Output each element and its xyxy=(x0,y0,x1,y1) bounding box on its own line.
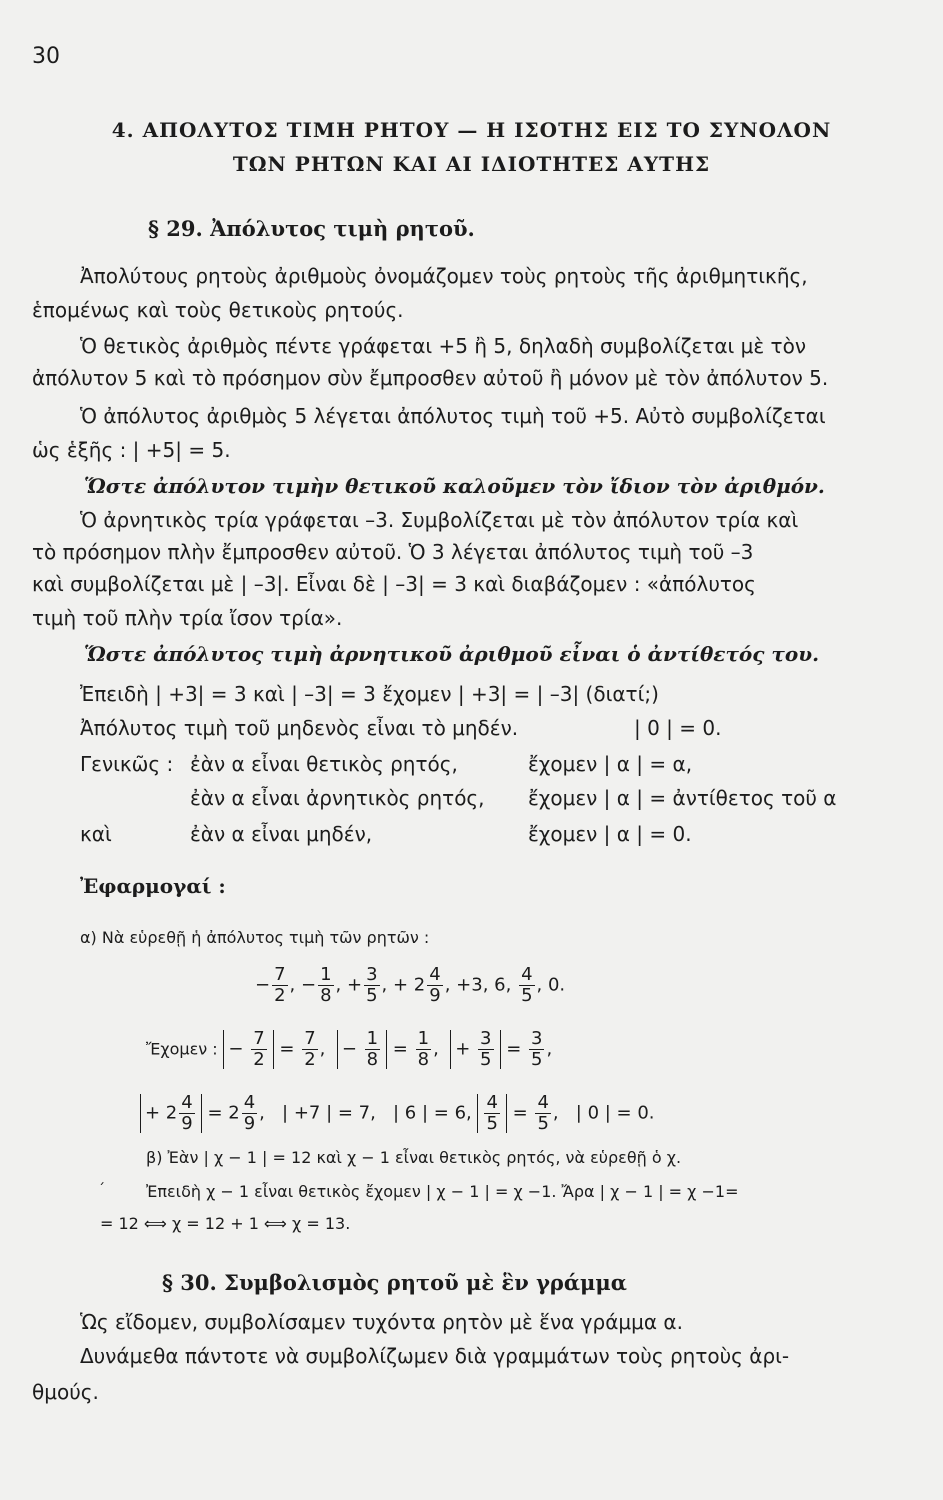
section-30-heading: § 30. Συμβολισμὸς ρητοῦ μὲ ἓν γράμμα xyxy=(162,1270,627,1295)
exercise-a-answer-line-1: Ἔχομεν : − $\frac{7}{2}$ = $\frac{7}{2}$ , − $\frac{1}{8}$ = $\frac{1}{8}$ , + $\frac{3}{5}$ = $\frac{3}{5}$ , xyxy=(146,1028,553,1070)
general-case-3-condition: ἐὰν α εἶναι μηδέν, xyxy=(190,822,373,846)
since-line: Ἐπειδὴ | +3| = 3 καὶ | –3| = 3 ἔχομεν | +3| = | –3| (διατί;) xyxy=(80,682,659,706)
paragraph-1-line-2: ἑπομένως καὶ τοὺς θετικοὺς ρητούς. xyxy=(32,298,404,322)
exercise-b-solution-2: = 12 ⟺ χ = 12 + 1 ⟺ χ = 13. xyxy=(100,1214,351,1233)
general-case-3-result: ἔχομεν | α | = 0. xyxy=(528,822,692,846)
rule-positive: Ὥστε ἀπόλυτον τιμὴν θετικοῦ καλοῦμεν τὸν ἴδιον τὸν ἀριθμόν. xyxy=(84,474,825,498)
frac-3-sign: + xyxy=(347,974,363,996)
frac-1-sign: − xyxy=(255,974,271,996)
frac-4-sign: + 2 xyxy=(393,974,426,996)
page-number: 30 xyxy=(32,44,60,69)
general-case-2-condition: ἐὰν α εἶναι ἀρνητικὸς ρητός, xyxy=(190,786,485,810)
abs-minus-7-2: − $\frac{7}{2}$ xyxy=(223,1030,273,1069)
section-30-paragraph-1: Ὡς εἴδομεν, συμβολίσαμεν τυχόντα ρητὸν μὲ ἕνα γράμμα α. xyxy=(80,1310,683,1334)
abs-plus-2-4-9: + 2 $\frac{4}{9}$ xyxy=(140,1094,202,1133)
paragraph-4-line-4: τιμὴ τοῦ πλὴν τρία ἴσον τρία». xyxy=(32,606,343,630)
paragraph-4-line-3: καὶ συμβολίζεται μὲ | –3|. Εἶναι δὲ | –3| = 3 καὶ διαβάζομεν : «ἀπόλυτος xyxy=(32,572,756,596)
paragraph-4-line-1: Ὁ ἀρνητικὸς τρία γράφεται –3. Συμβολίζεται μὲ τὸν ἀπόλυτον τρία καὶ xyxy=(80,508,799,532)
result-4-5: $\frac{4}{5}$ xyxy=(537,1092,549,1134)
general-case-1-condition: ἐὰν α εἶναι θετικὸς ρητός, xyxy=(190,752,458,776)
abs-4-5: $\frac{4}{5}$ xyxy=(477,1094,506,1133)
exercise-a-list: − $\frac{7}{2}$ , − $\frac{1}{8}$ , + $\frac{3}{5}$ , + 2 $\frac{4}{9}$ , +3, 6, $\frac{4}{5}$ , 0. xyxy=(255,964,566,1006)
fraction-1-8: $\frac{1}{8}$ xyxy=(320,964,332,1006)
general-case-3-label: καὶ xyxy=(80,822,112,846)
exercise-b-statement: β) Ἐὰν | χ − 1 | = 12 καὶ χ − 1 εἶναι θετικὸς ρητός, νὰ εὑρεθῇ ὁ χ. xyxy=(146,1148,682,1167)
section-29-heading: § 29. Ἀπόλυτος τιμὴ ρητοῦ. xyxy=(148,216,475,241)
paragraph-2-line-1: Ὁ θετικὸς ἀριθμὸς πέντε γράφεται +5 ἢ 5, δηλαδὴ συμβολίζεται μὲ τὸν xyxy=(80,334,807,358)
section-30-paragraph-2-line-1: Δυνάμεθα πάντοτε νὰ συμβολίζωμεν διὰ γραμμάτων τοὺς ρητοὺς ἀρι- xyxy=(80,1344,790,1368)
abs-minus-1-8: − $\frac{1}{8}$ xyxy=(337,1030,387,1069)
result-1-8: $\frac{1}{8}$ xyxy=(417,1028,430,1070)
chapter-title-line2: ΤΩΝ ΡΗΤΩΝ ΚΑΙ ΑΙ ΙΔΙΟΤΗΤΕΣ ΑΥΤΗΣ xyxy=(232,152,711,176)
paragraph-3-line-2: ὡς ἑξῆς : | +5| = 5. xyxy=(32,438,231,462)
paragraph-3-line-1: Ὁ ἀπόλυτος ἀριθμὸς 5 λέγεται ἀπόλυτος τιμὴ τοῦ +5. Αὐτὸ συμβολίζεται xyxy=(80,404,826,428)
fraction-7-2: $\frac{7}{2}$ xyxy=(274,964,286,1006)
applications-heading: Ἐφαρμογαί : xyxy=(80,874,226,898)
list-last: , 0. xyxy=(536,974,566,996)
fraction-4-5: $\frac{4}{5}$ xyxy=(521,964,533,1006)
zero-value: | 0 | = 0. xyxy=(634,716,722,740)
frac-2-sign: − xyxy=(301,974,317,996)
result-3-5: $\frac{3}{5}$ xyxy=(531,1028,543,1070)
result-2-4-9: $\frac{4}{9}$ xyxy=(243,1092,256,1134)
paragraph-1-line-1: Ἀπολύτους ρητοὺς ἀριθμοὺς ὀνομάζομεν τοὺς ρητοὺς τῆς ἀριθμητικῆς, xyxy=(80,264,808,288)
echomen-label: Ἔχομεν : xyxy=(146,1039,218,1059)
chapter-title-line1: 4. ΑΠΟΛΥΤΟΣ ΤΙΜΗ ΡΗΤΟΥ — Η ΙΣΟΤΗΣ ΕΙΣ ΤΟ ΣΥΝΟΛΟΝ xyxy=(111,118,832,142)
result-7-2: $\frac{7}{2}$ xyxy=(304,1028,316,1070)
fraction-3-5: $\frac{3}{5}$ xyxy=(366,964,378,1006)
paragraph-2-line-2: ἀπόλυτον 5 καὶ τὸ πρόσημον σὺν ἔμπροσθεν αὐτοῦ ἢ μόνον μὲ τὸν ἀπόλυτον 5. xyxy=(32,366,829,390)
abs-plus-3-5: + $\frac{3}{5}$ xyxy=(450,1030,500,1069)
fraction-4-9: $\frac{4}{9}$ xyxy=(429,964,441,1006)
exercise-a-intro: α) Νὰ εὑρεθῇ ἡ ἀπόλυτος τιμὴ τῶν ρητῶν : xyxy=(80,928,430,947)
zero-line: Ἀπόλυτος τιμὴ τοῦ μηδενὸς εἶναι τὸ μηδέν. xyxy=(80,716,519,740)
stray-mark: ´ xyxy=(98,1182,105,1198)
general-case-2-result: ἔχομεν | α | = ἀντίθετος τοῦ α xyxy=(528,786,837,810)
general-label: Γενικῶς : xyxy=(80,752,174,776)
exercise-a-answer-line-2: + 2 $\frac{4}{9}$ = 2 $\frac{4}{9}$ , | +7 | = 7, | 6 | = 6, $\frac{4}{5}$ = $\frac{4}{5}$ , | 0 | = 0. xyxy=(140,1094,655,1133)
section-30-paragraph-2-line-2: θμούς. xyxy=(32,1380,99,1404)
paragraph-4-line-2: τὸ πρόσημον πλὴν ἔμπροσθεν αὐτοῦ. Ὁ 3 λέγεται ἀπόλυτος τιμὴ τοῦ –3 xyxy=(32,540,754,564)
rule-negative: Ὥστε ἀπόλυτος τιμὴ ἀρνητικοῦ ἀριθμοῦ εἶναι ὁ ἀντίθετός του. xyxy=(84,642,820,666)
exercise-b-solution-1: Ἐπειδὴ χ − 1 εἶναι θετικὸς ἔχομεν | χ − 1 | = χ −1. Ἄρα | χ − 1 | = χ −1= xyxy=(146,1182,739,1201)
general-case-1-result: ἔχομεν | α | = α, xyxy=(528,752,693,776)
list-rest: , +3, 6, xyxy=(444,974,512,996)
